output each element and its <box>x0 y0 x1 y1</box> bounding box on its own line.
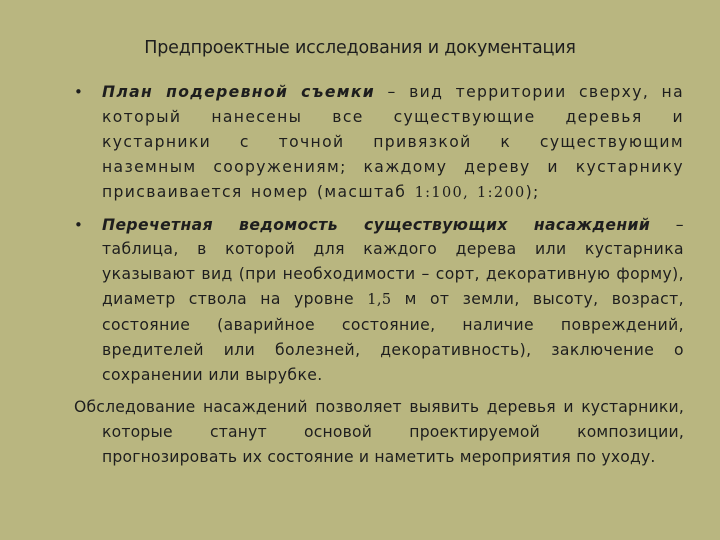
definition-inventory-list-part2: м от земли, высоту, возраст, состояние (аварийное состояние, наличие повреждений, вредителей или болезней, декоративность), заключение о сохранении или вырубке. <box>102 290 684 384</box>
slide-content <box>74 80 684 470</box>
scale-value: 1:100, 1:200 <box>414 184 526 201</box>
bullet-marker: • <box>74 83 85 101</box>
term-tree-survey-plan: План подеревной съемки <box>102 83 376 101</box>
bullet-tree-survey-plan <box>74 80 684 206</box>
term-inventory-list: Перечетная ведомость существующих насаждений <box>102 215 651 234</box>
definition-tail: ); <box>525 182 540 201</box>
bullet-marker: • <box>74 215 84 234</box>
bullet-inventory-list <box>74 213 684 388</box>
summary-paragraph: Обследование насаждений позволяет выявить деревья и кустарники, которые станут основой проектируемой композиции, прогнозировать их состояние и наметить мероприятия по уходу. <box>74 397 684 466</box>
definition-tree-survey-plan: – вид территории сверху, на который нанесены все существующие деревья и кустарники с точной привязкой к существующим наземным сооружениям; каждому дереву и кустарнику присваивается номер (масштаб <box>102 83 685 201</box>
trunk-height-value: 1,5 <box>367 292 392 309</box>
definition-inventory-list-part1: – таблица, в которой для каждого дерева или кустарника указывают вид (при необходимости – сорт, декоративную форму), диаметр ствола на уровне <box>102 215 684 309</box>
slide-title: Предпроектные исследования и документация <box>144 38 576 58</box>
